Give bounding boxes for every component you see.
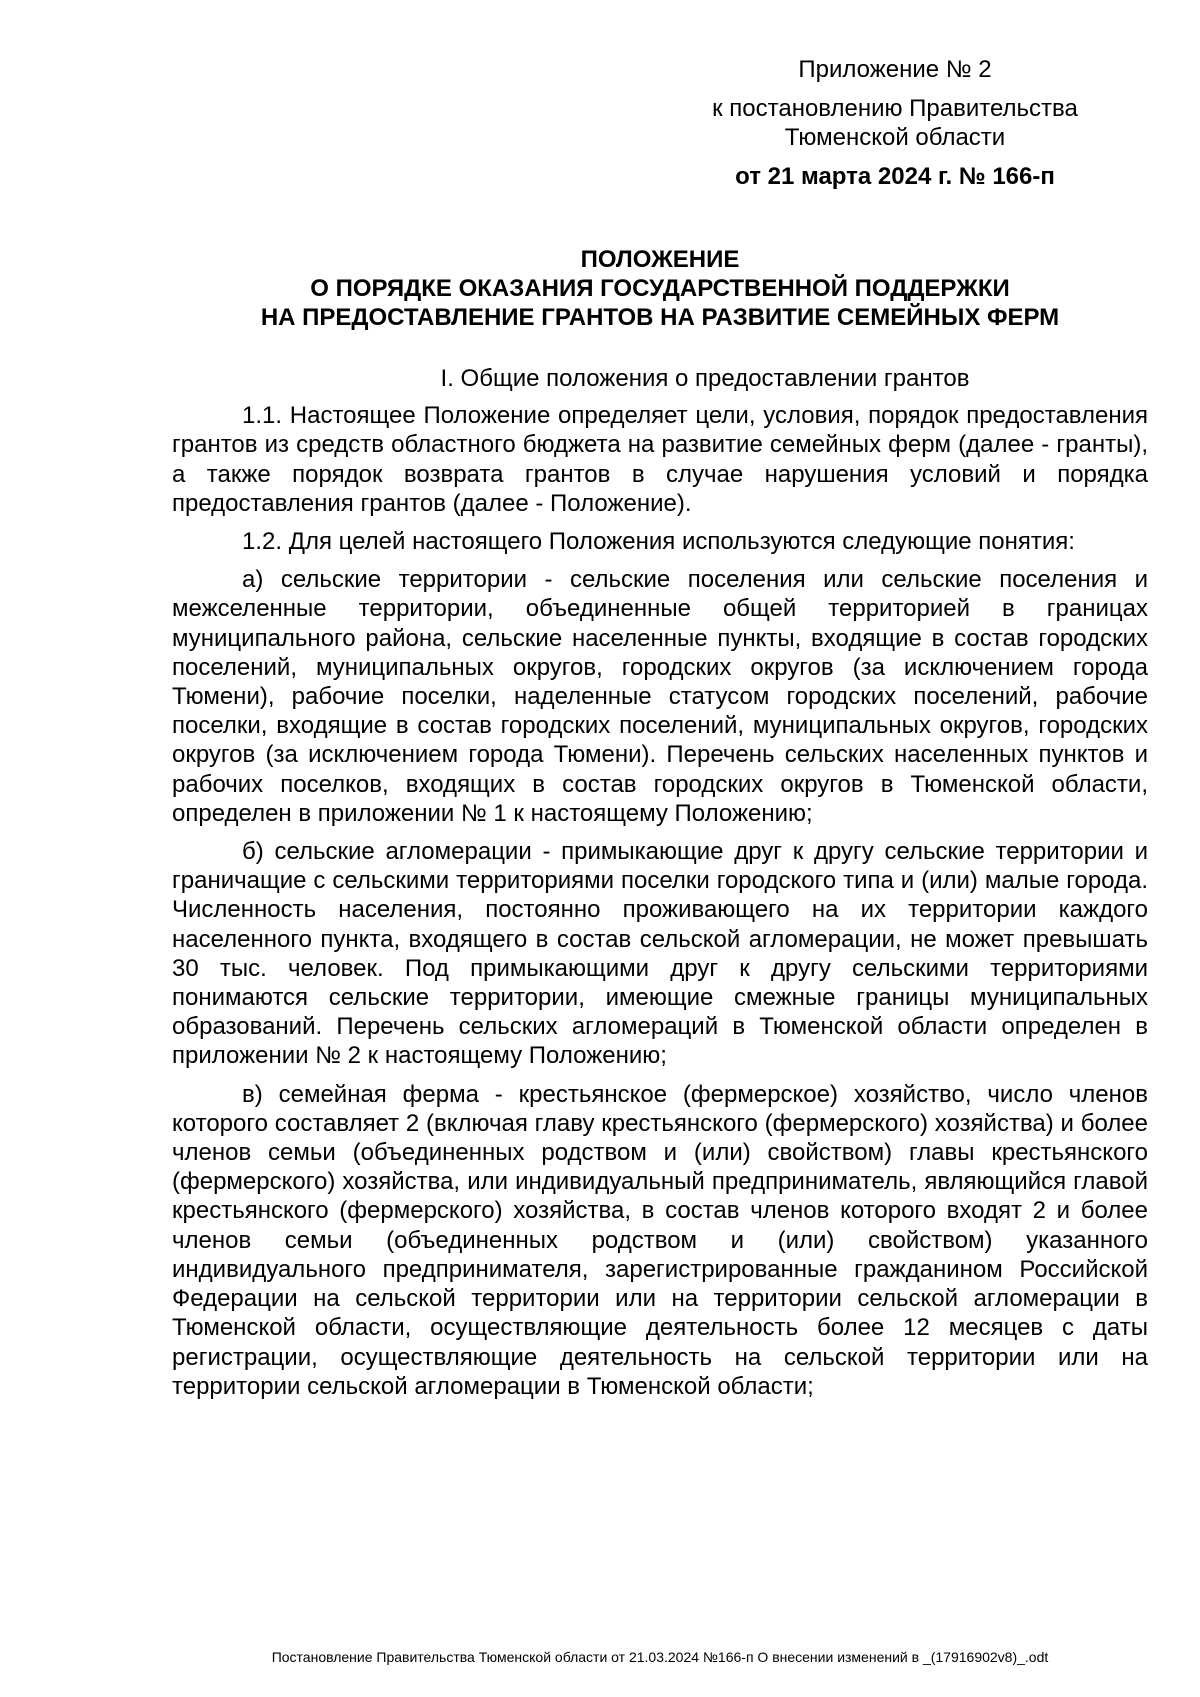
section-heading: I. Общие положения о предоставлении грантов	[440, 365, 970, 392]
paragraph-v: в) семейная ферма - крестьянское (фермерское) хозяйство, число членов которого составляет 2 (включая главу крестьянского (фермерского) хозяйства) и более членов семьи (объединенных родством и (или) свойством) главы крестьянского (фермерского) хозяйства, или индивидуальный предприниматель, являющийся главой крестьянского (фермерского) хозяйства, в состав членов которого входят 2 и более членов семьи (объединенных родством и (или) свойством) указанного индивидуального предпринимателя, зарегистрированные гражданином Российской Федерации на сельской территории или на территории сельской агломерации в Тюменской области, осуществляющие деятельность более 12 месяцев с даты регистрации, осуществляющие деятельность на сельской территории или на территории сельской агломерации в Тюменской области;	[172, 1080, 1148, 1400]
decree-line-1: к постановлению Правительства	[712, 95, 1078, 122]
paragraph-b: б) сельские агломерации - примыкающие друг к другу сельские территории и граничащие с сельскими территориями поселки городского типа и (или) малые города. Численность населения, постоянно проживающего на их территории каждого населенного пункта, входящего в состав сельской агломерации, не может превышать 30 тыс. человек. Под примыкающими друг к другу сельскими территориями понимаются сельские территории, имеющие смежные границы муниципальных образований. Перечень сельских агломераций в Тюменской области определен в приложении № 2 к настоящему Положению;	[172, 838, 1148, 1070]
paragraph-1-1: 1.1. Настоящее Положение определяет цели, условия, порядок предоставления грантов из средств областного бюджета на развитие семейных ферм (далее - гранты), а также порядок возврата грантов в случае нарушения условий и порядка предоставления грантов (далее - Положение).	[172, 402, 1148, 517]
title-line-2: О ПОРЯДКЕ ОКАЗАНИЯ ГОСУДАРСТВЕННОЙ ПОДДЕРЖКИ	[310, 275, 1010, 302]
title-line-3: НА ПРЕДОСТАВЛЕНИЕ ГРАНТОВ НА РАЗВИТИЕ СЕМЕЙНЫХ ФЕРМ	[260, 304, 1060, 331]
document-title	[170, 245, 1150, 332]
appendix-number: Приложение № 2	[798, 56, 992, 83]
paragraph-1-2: 1.2. Для целей настоящего Положения используются следующие понятия:	[242, 528, 1075, 556]
document-body	[172, 364, 1148, 1410]
appendix-header	[660, 55, 1130, 191]
decree-date-number: от 21 марта 2024 г. № 166-п	[735, 163, 1055, 190]
decree-reference	[660, 94, 1130, 152]
page-footer: Постановление Правительства Тюменской области от 21.03.2024 №166-п О внесении изменений в _(17916902v8)_.odt	[271, 1649, 1049, 1665]
decree-line-2: Тюменской области	[784, 124, 1006, 151]
paragraph-a: а) сельские территории - сельские поселения или сельские поселения и межселенные территории, объединенные общей территорией в границах муниципального района, сельские населенные пункты, входящие в состав городских поселений, муниципальных округов, городских округов (за исключением города Тюмени), рабочие поселки, наделенные статусом городских поселений, рабочие поселки, входящие в состав городских поселений, муниципальных округов, городских округов (за исключением города Тюмени). Перечень сельских населенных пунктов и рабочих поселков, входящих в состав городских округов в Тюменской области, определен в приложении № 1 к настоящему Положению;	[172, 566, 1148, 827]
title-line-1: ПОЛОЖЕНИЕ	[580, 246, 740, 273]
